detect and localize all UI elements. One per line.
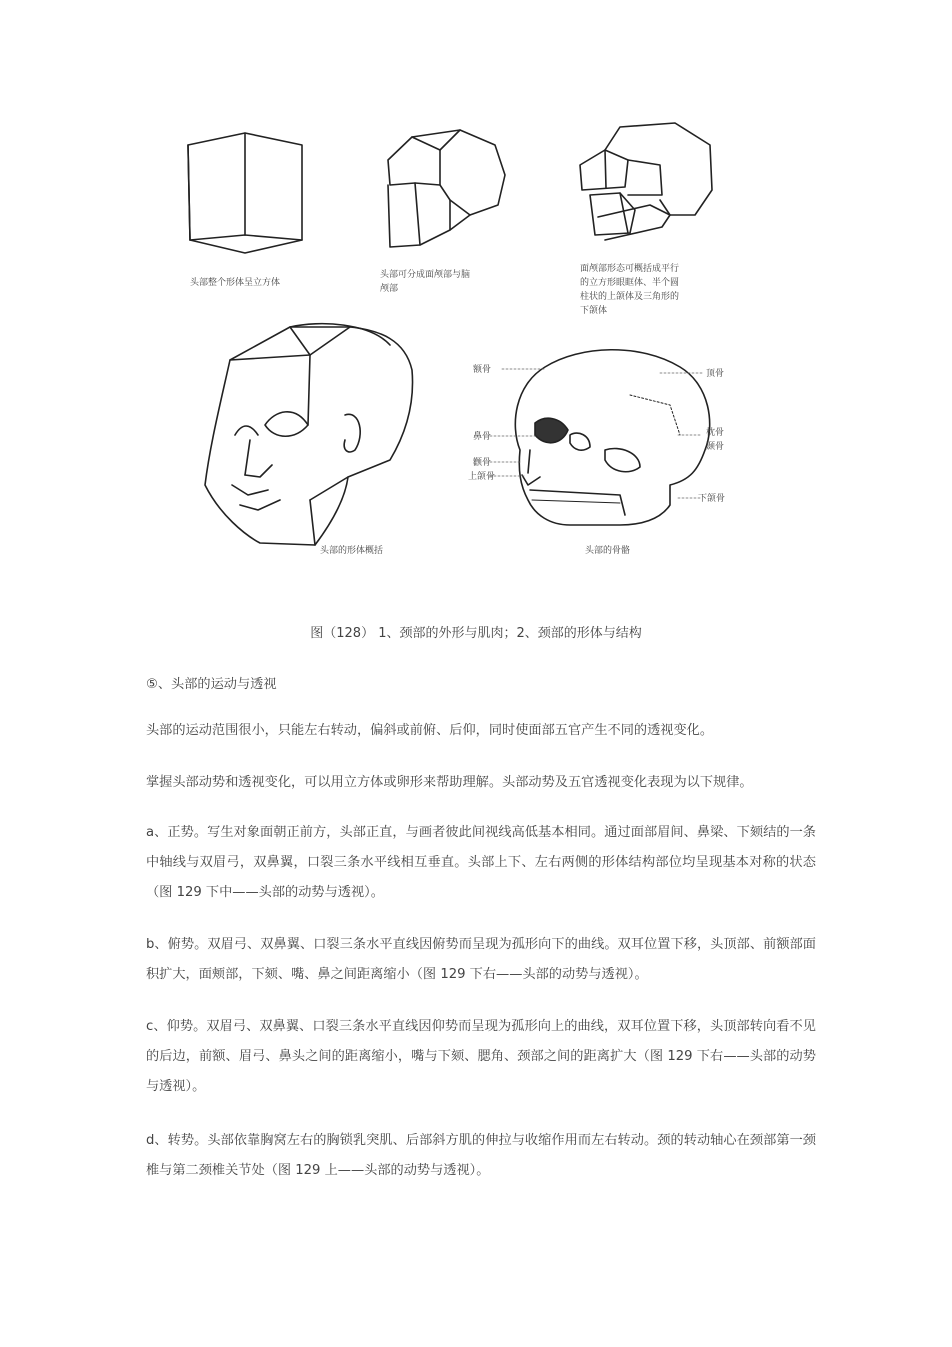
label-temporal: 颞骨 [706,442,725,452]
section-heading: ⑤、头部的运动与透视 [146,677,277,692]
figure-caption: 图（128） 1、颈部的外形与肌肉；2、颈部的形体与结构 [310,626,642,641]
label-split-2: 颅部 [380,284,399,294]
label-mandible: 下颌骨 [698,494,726,504]
label-occipital: 枕骨 [706,428,725,438]
head-structure-figure [150,105,760,575]
head-split-drawing [388,130,505,247]
label-face-4: 下颌体 [580,306,608,316]
paragraph-range: 头部的运动范围很小，只能左右转动，偏斜或前俯、后仰，同时使面部五官产生不同的透视变化。 [146,723,714,738]
cube-drawing [188,133,302,253]
label-face-2: 的立方形眼眶体、半个圆 [580,278,680,288]
face-blocks-drawing [580,123,712,240]
paragraph-frontal-pose: a、正势。写生对象面朝正前方，头部正直，与画者彼此间视线高低基本相同。通过面部眉间、鼻梁、下颏结的一条中轴线与双眉弓，双鼻翼，口裂三条水平线相互垂直。头部上下、左右两侧的形体结构部位均呈现基本对称的状态（图 129 下中——头部的动势与透视）。 [146,825,816,900]
paragraph-turning-pose: d、转势。头部依靠胸窝左右的胸锁乳突肌、后部斜方肌的伸拉与收缩作用而左右转动。颈的转动轴心在颈部第一颈椎与第二颈椎关节处（图 129 上——头部的动势与透视）。 [146,1133,816,1178]
label-zygomatic: 颧骨 [473,458,492,468]
label-nasal: 鼻骨 [473,432,492,442]
skull-leader-lines [490,369,702,498]
label-frontal: 额骨 [473,365,492,375]
label-skull: 头部的骨骼 [585,546,631,556]
label-split-1: 头部可分成面颅部与脑 [380,270,471,280]
paragraph-understanding: 掌握头部动势和透视变化，可以用立方体或卵形来帮助理解。头部动势及五官透视变化表现为以下规律。 [146,775,753,790]
planar-head-drawing [205,324,413,545]
label-planes: 头部的形体概括 [320,546,384,556]
paragraph-downward-pose: b、俯势。双眉弓、双鼻翼、口裂三条水平直线因俯势而呈现为孤形向下的曲线。双耳位置下移，头顶部、前额部面积扩大，面颊部，下颏、嘴、鼻之间距离缩小（图 129 下右——头部的动势与透视）。 [146,937,816,982]
label-cube: 头部整个形体呈立方体 [190,278,281,288]
label-face-3: 柱状的上颌体及三角形的 [580,292,680,302]
paragraph-upward-pose: c、仰势。双眉弓、双鼻翼、口裂三条水平直线因仰势而呈现为孤形向上的曲线，双耳位置下移，头顶部转向看不见的后边，前额、眉弓、鼻头之间的距离缩小，嘴与下颏、腮角、颈部之间的距离扩大（图 129 下右——头部的动势与透视）。 [146,1019,816,1094]
label-parietal: 顶骨 [706,369,725,379]
label-maxilla: 上颌骨 [468,472,496,482]
label-face-1: 面颅部形态可概括成平行 [580,264,680,274]
skull-drawing [515,350,709,525]
